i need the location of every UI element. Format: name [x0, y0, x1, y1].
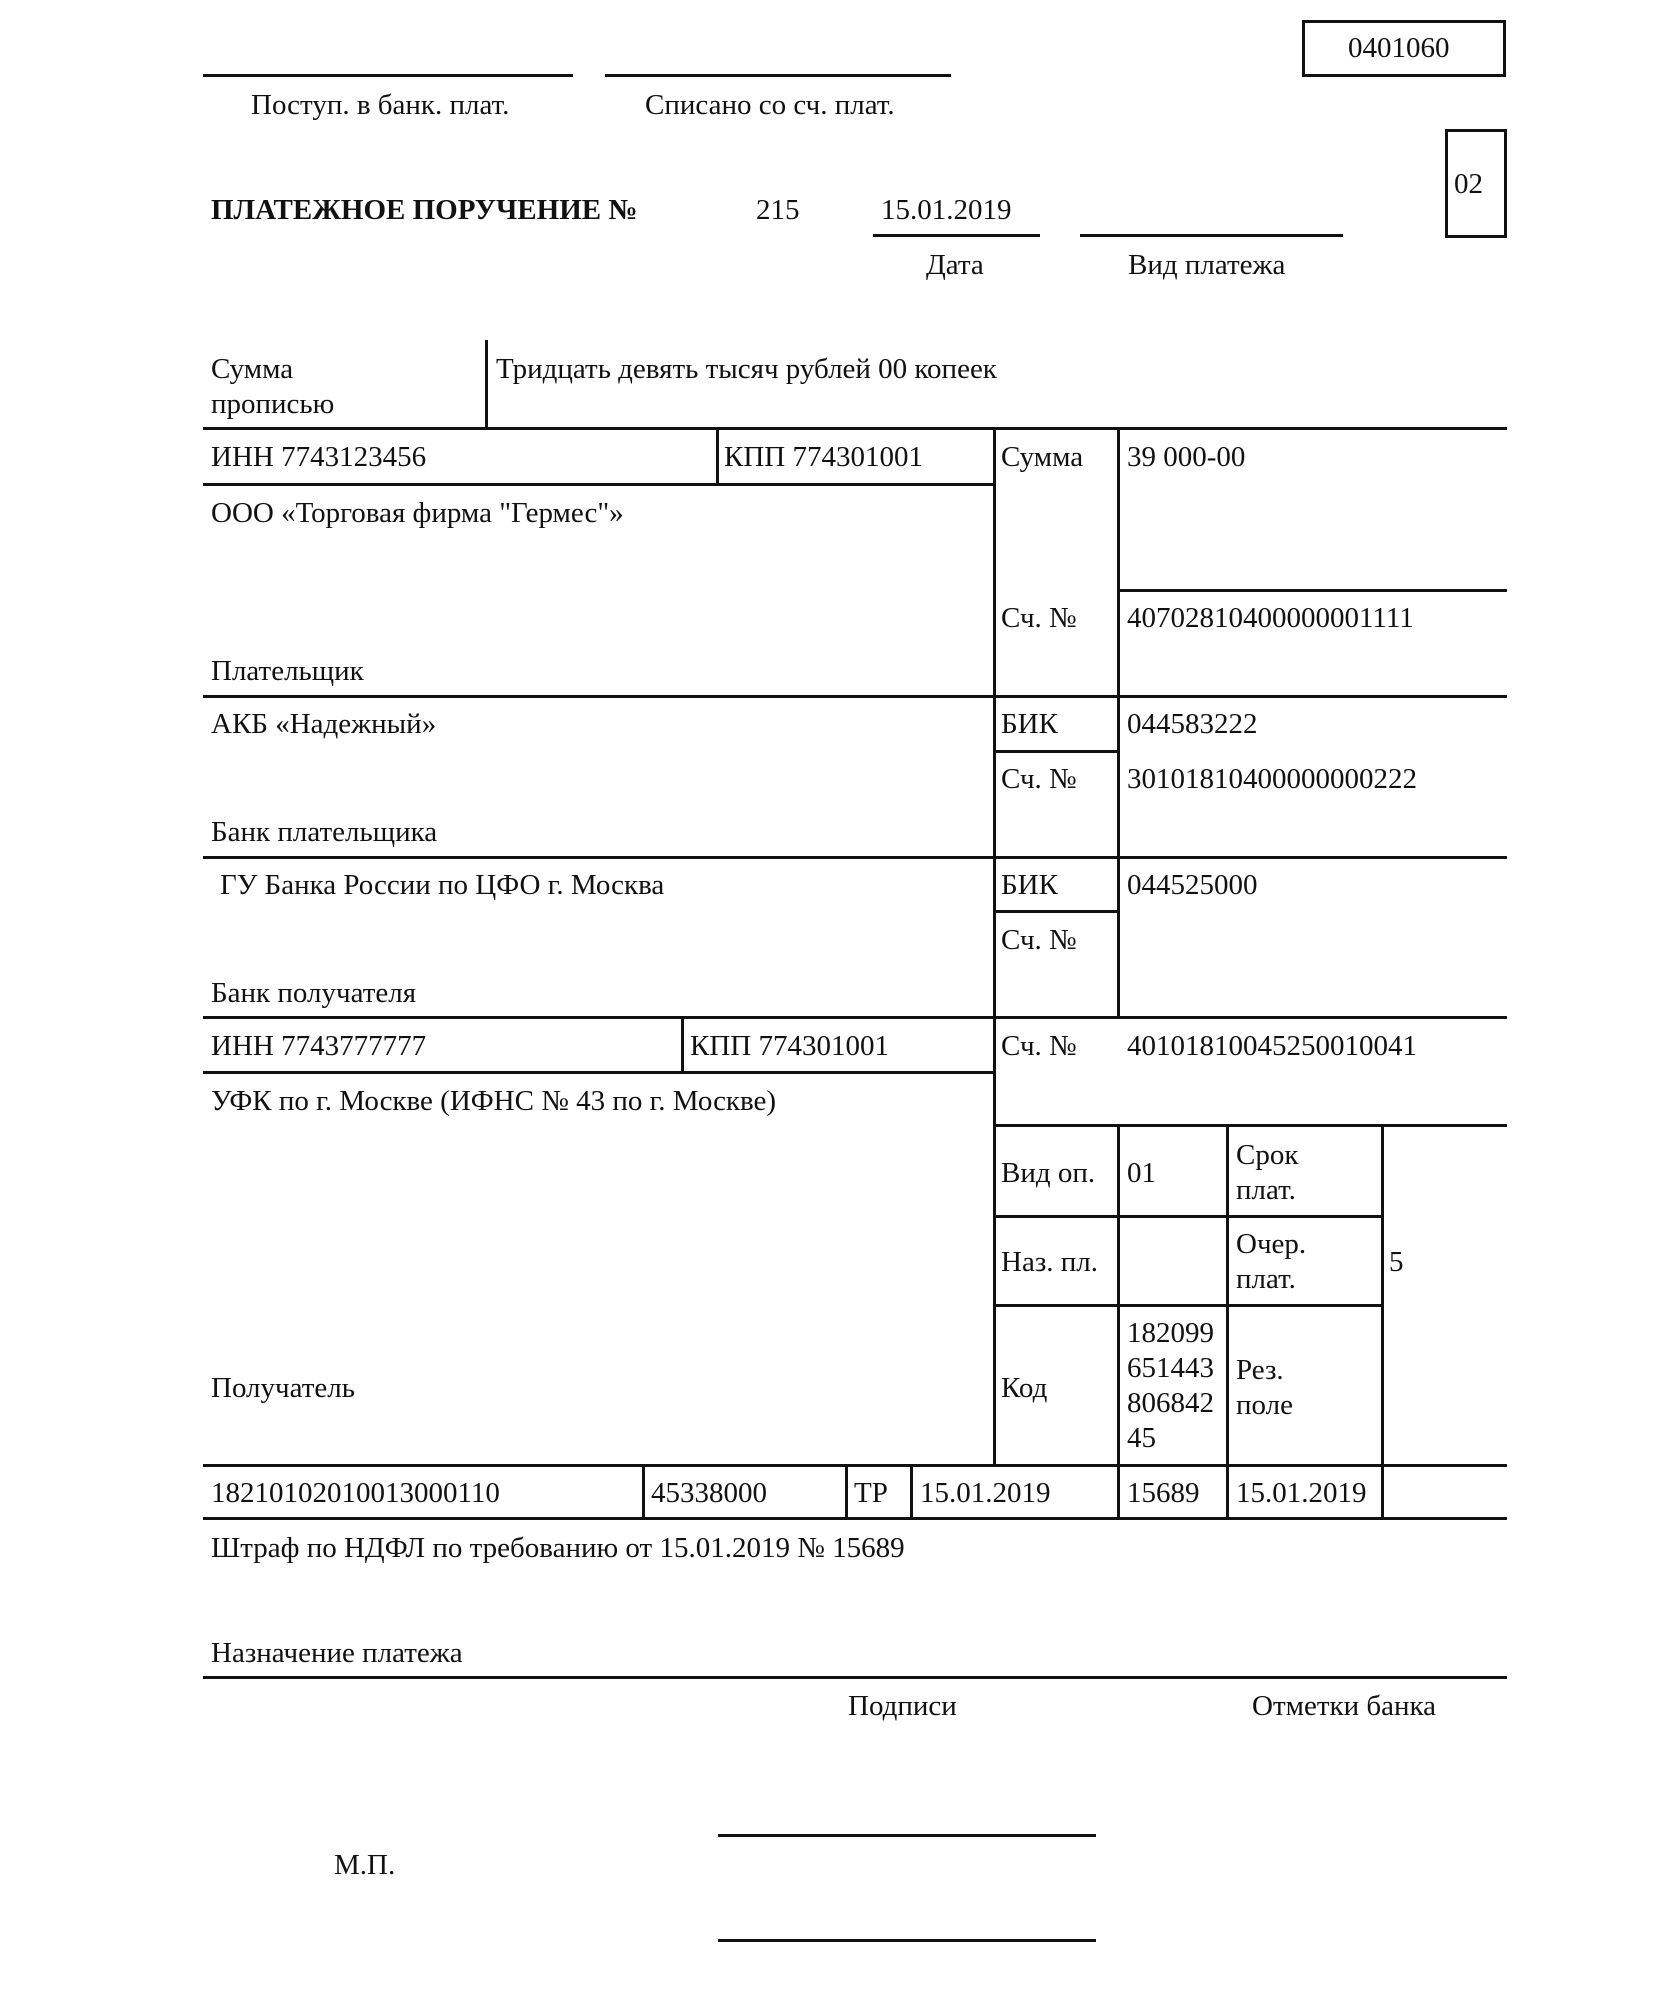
sum-value: 39 000-00 [1127, 441, 1246, 473]
grid-line [681, 1016, 684, 1073]
grid-line [993, 1215, 1382, 1218]
op-type: 01 [1127, 1157, 1156, 1189]
purpose-text: Штраф по НДФЛ по требованию от 15.01.2019 № 15689 [211, 1532, 905, 1564]
grid-line [993, 910, 1119, 913]
grid-line [203, 1016, 1507, 1019]
payer-label: Плательщик [211, 655, 364, 687]
grid-line [1117, 427, 1120, 1019]
purpose-code-label: Наз. пл. [1001, 1246, 1099, 1278]
payer-account: 40702810400000001111 [1127, 602, 1414, 634]
form-code: 0401060 [1348, 32, 1450, 64]
amount-words-label-1: Сумма [211, 353, 294, 385]
payer-inn: ИНН 7743123456 [211, 441, 427, 473]
grid-line [203, 695, 1507, 698]
bank-marks-label: Отметки банка [1252, 1690, 1437, 1722]
payer-bank-name: АКБ «Надежный» [211, 708, 437, 740]
grid-line [642, 1464, 645, 1518]
due-label-line-2: плат. [1236, 1174, 1296, 1206]
grid-line [716, 427, 719, 484]
grid-line [203, 856, 1507, 859]
reserve-label [1236, 1353, 1293, 1423]
recipient-bank-bik: 044525000 [1127, 869, 1258, 901]
payer-account-label: Сч. № [1001, 602, 1077, 634]
recipient-bank-name: ГУ Банка России по ЦФО г. Москва [220, 869, 665, 901]
grid-line [203, 1676, 1507, 1679]
due-label-line-1: Срок [1236, 1139, 1299, 1171]
priority-value: 5 [1389, 1246, 1404, 1278]
document-title: ПЛАТЕЖНОЕ ПОРУЧЕНИЕ № [211, 194, 638, 226]
code-line: 651443 [1127, 1352, 1214, 1384]
payer-kpp: КПП 774301001 [724, 441, 923, 473]
signatures-label: Подписи [848, 1690, 957, 1722]
priority-label-line-1: Очер. [1236, 1228, 1307, 1260]
recipient-acct-label: Сч. № [1001, 1030, 1077, 1062]
priority-label-line-2: плат. [1236, 1263, 1296, 1295]
grid-line [1117, 1124, 1120, 1518]
code-value [1127, 1316, 1214, 1456]
op-type-label: Вид оп. [1001, 1157, 1096, 1189]
recipient-bank-bik-label: БИК [1001, 869, 1058, 901]
grid-line [993, 427, 996, 1465]
code-line: 806842 [1127, 1387, 1214, 1419]
sum-label: Сумма [1001, 441, 1084, 473]
received-label: Поступ. в банк. плат. [251, 89, 510, 121]
recipient-name: УФК по г. Москве (ИФНС № 43 по г. Москве) [211, 1085, 777, 1117]
tax-doc-date: 15.01.2019 [1236, 1477, 1367, 1509]
signature-line-1 [718, 1834, 1096, 1837]
document-date: 15.01.2019 [881, 194, 1012, 226]
reserve-label-line-2: поле [1236, 1389, 1293, 1421]
purpose-label: Назначение платежа [211, 1637, 463, 1669]
date-label: Дата [926, 249, 984, 281]
amount-words: Тридцать девять тысяч рублей 00 копеек [496, 353, 997, 385]
status-code: 02 [1454, 168, 1483, 200]
grid-line [203, 427, 1507, 430]
payer-bank-bik-label: БИК [1001, 708, 1058, 740]
amount-words-divider [485, 340, 488, 428]
grid-line [910, 1464, 913, 1518]
payer-bank-label: Банк плательщика [211, 816, 438, 848]
grid-line [1226, 1124, 1229, 1518]
grid-line [203, 483, 993, 486]
signature-line-2 [718, 1939, 1096, 1942]
recipient-bank-label: Банк получателя [211, 977, 417, 1009]
grid-line [203, 1517, 1507, 1520]
tax-basis: ТР [854, 1477, 888, 1509]
recipient-kpp: КПП 774301001 [690, 1030, 889, 1062]
tax-kbk: 18210102010013000110 [211, 1477, 500, 1509]
grid-line [993, 1124, 1507, 1127]
code-line: 45 [1127, 1422, 1156, 1454]
reserve-label-line-1: Рез. [1236, 1354, 1284, 1386]
recipient-account: 40101810045250010041 [1127, 1030, 1417, 1062]
grid-line [203, 1071, 993, 1074]
recipient-label: Получатель [211, 1372, 355, 1404]
tax-period: 15.01.2019 [920, 1477, 1051, 1509]
payer-bank-bik: 044583222 [1127, 708, 1258, 740]
amount-words-label-2: прописью [211, 388, 335, 420]
grid-line [845, 1464, 848, 1518]
code-line: 182099 [1127, 1317, 1214, 1349]
document-number: 215 [756, 194, 800, 226]
grid-line [1119, 589, 1507, 592]
stamp-label: М.П. [334, 1849, 396, 1881]
recipient-bank-acct-label: Сч. № [1001, 924, 1077, 956]
due-label [1236, 1138, 1298, 1208]
tax-doc-number: 15689 [1127, 1477, 1200, 1509]
payer-name: ООО «Торговая фирма "Гермес"» [211, 497, 624, 529]
recipient-inn: ИНН 7743777777 [211, 1030, 427, 1062]
code-label: Код [1001, 1372, 1048, 1404]
tax-oktmo: 45338000 [651, 1477, 767, 1509]
payer-bank-corr-account: 30101810400000000222 [1127, 763, 1417, 795]
priority-label [1236, 1227, 1306, 1297]
received-line [203, 74, 573, 77]
payer-bank-acct-label: Сч. № [1001, 763, 1077, 795]
grid-line [203, 1464, 1507, 1467]
grid-line [993, 750, 1119, 753]
grid-line [1381, 1124, 1384, 1518]
debited-line [605, 74, 951, 77]
payment-type-line [1080, 234, 1343, 237]
date-line [873, 234, 1040, 237]
debited-label: Списано со сч. плат. [645, 89, 895, 121]
grid-line [993, 1304, 1382, 1307]
payment-type-label: Вид платежа [1128, 249, 1286, 281]
